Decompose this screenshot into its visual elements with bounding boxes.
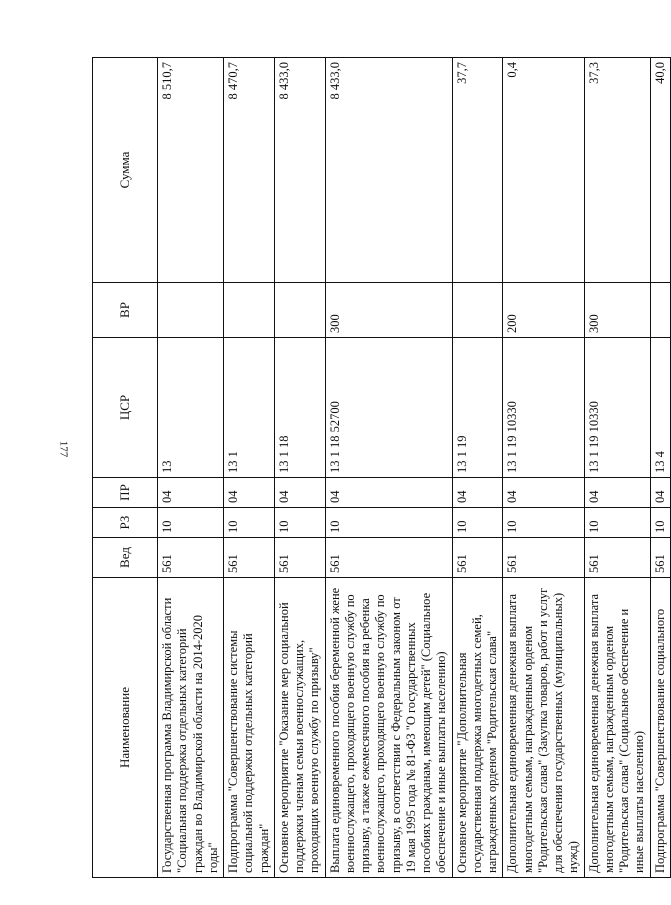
cell-vr	[274, 283, 325, 338]
cell-vr	[650, 283, 670, 338]
cell-pr: 04	[274, 478, 325, 508]
cell-pr: 04	[224, 478, 275, 508]
cell-pr: 04	[584, 478, 650, 508]
header-ved: Вед	[93, 538, 158, 578]
table-row	[503, 58, 584, 878]
cell-pr: 04	[158, 478, 224, 508]
cell-csr: 13 1 19 10330	[584, 338, 650, 478]
cell-pr: 04	[503, 478, 584, 508]
cell-ved: 561	[650, 538, 670, 578]
cell-ved: 561	[452, 538, 503, 578]
cell-sum: 8 433,0	[325, 58, 452, 283]
cell-ved: 561	[503, 538, 584, 578]
cell-csr: 13 4	[650, 338, 670, 478]
cell-csr: 13 1	[224, 338, 275, 478]
page-number: 177	[57, 440, 70, 458]
cell-vr	[224, 283, 275, 338]
cell-ved: 561	[158, 538, 224, 578]
table-header-row	[93, 58, 158, 878]
table-row	[158, 58, 224, 878]
cell-sum: 8 510,7	[158, 58, 224, 283]
table-row	[224, 58, 275, 878]
cell-vr: 300	[325, 283, 452, 338]
cell-sum: 37,3	[584, 58, 650, 283]
rotated-table-container	[92, 58, 667, 878]
header-sum: Сумма	[93, 58, 158, 283]
cell-sum: 0,4	[503, 58, 584, 283]
cell-name: Основное мероприятие "Оказание мер социальной поддержки членам семьи военнослужащих, проходящих военную службу по призыву"	[274, 578, 325, 878]
cell-ved: 561	[584, 538, 650, 578]
cell-csr: 13 1 19	[452, 338, 503, 478]
cell-vr	[158, 283, 224, 338]
cell-ved: 561	[224, 538, 275, 578]
cell-rz: 10	[584, 508, 650, 538]
cell-sum: 8 470,7	[224, 58, 275, 283]
header-name: Наименование	[93, 578, 158, 878]
budget-table	[92, 57, 671, 878]
cell-ved: 561	[325, 538, 452, 578]
cell-name: Дополнительная единовременная денежная выплата многодетным семьям, награжденным орденом "Родительская слава" (Закупка товаров, работ и услуг для обеспечения государственных (муниципальных) нужд)	[503, 578, 584, 878]
cell-name: Подпрограмма "Совершенствование системы социальной поддержки отдельных категорий граждан"	[224, 578, 275, 878]
cell-sum: 40,0	[650, 58, 670, 283]
cell-rz: 10	[503, 508, 584, 538]
cell-pr: 04	[325, 478, 452, 508]
cell-name: Государственная программа Владимирской области "Социальная поддержка отдельных категорий граждан во Владимирской области на 2014-2020 годы"	[158, 578, 224, 878]
table-row	[325, 58, 452, 878]
cell-rz: 10	[224, 508, 275, 538]
cell-name: Основное мероприятие "Дополнительная государственная поддержка многодетных семей, награжденных орденом "Родительская слава"	[452, 578, 503, 878]
table-row	[584, 58, 650, 878]
cell-vr: 200	[503, 283, 584, 338]
cell-rz: 10	[452, 508, 503, 538]
header-rz: РЗ	[93, 508, 158, 538]
cell-csr: 13 1 19 10330	[503, 338, 584, 478]
header-csr: ЦСР	[93, 338, 158, 478]
cell-name: Подпрограмма "Совершенствование социального	[650, 578, 670, 878]
cell-csr: 13	[158, 338, 224, 478]
cell-rz: 10	[650, 508, 670, 538]
header-vr: ВР	[93, 283, 158, 338]
cell-ved: 561	[274, 538, 325, 578]
table-row	[452, 58, 503, 878]
cell-sum: 8 433,0	[274, 58, 325, 283]
cell-rz: 10	[325, 508, 452, 538]
table-row	[274, 58, 325, 878]
cell-name: Выплата единовременного пособия беременной жене военнослужащего, проходящего военную службу по призыву, а также ежемесячного пособия на ребенка военнослужащего, проходящего военную службу по призыву, в соответствии с Федеральным законом от 19 мая 1995 года № 81-ФЗ "О государственных пособиях гражданам, имеющим детей" (Социальное обеспечение и иные выплаты населению)	[325, 578, 452, 878]
cell-pr: 04	[650, 478, 670, 508]
cell-csr: 13 1 18 52700	[325, 338, 452, 478]
cell-pr: 04	[452, 478, 503, 508]
cell-csr: 13 1 18	[274, 338, 325, 478]
table-row	[650, 58, 670, 878]
cell-vr: 300	[584, 283, 650, 338]
cell-rz: 10	[158, 508, 224, 538]
budget-table-box	[92, 58, 667, 878]
header-pr: ПР	[93, 478, 158, 508]
cell-name: Дополнительная единовременная денежная выплата многодетным семьям, награжденным орденом "Родительская слава" (Социальное обеспечение и иные выплаты населению)	[584, 578, 650, 878]
cell-vr	[452, 283, 503, 338]
cell-rz: 10	[274, 508, 325, 538]
cell-sum: 37,7	[452, 58, 503, 283]
